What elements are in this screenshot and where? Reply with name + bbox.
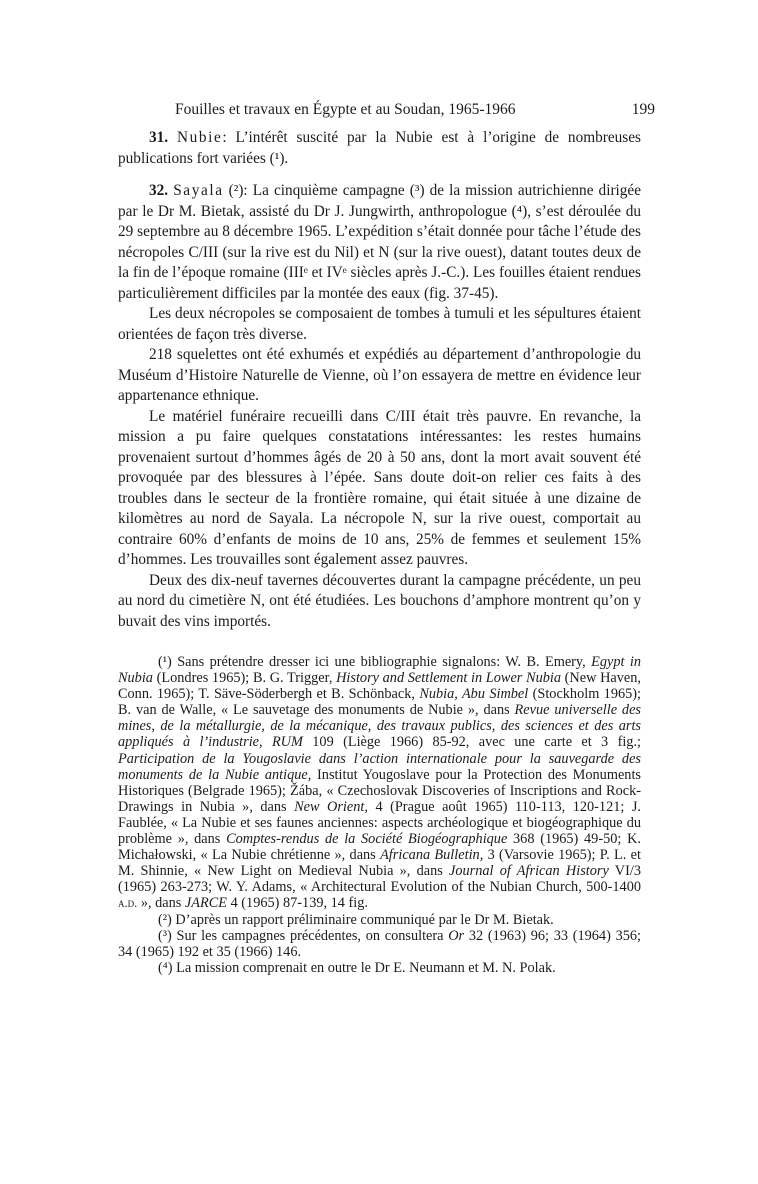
footnote-title: Participation de la Yougoslavie dans l’action internationale pour la sauvegarde des monuments de la Nubie antique, — [118, 750, 641, 783]
footnote-title: Egypt in Nubia — [118, 654, 641, 687]
section-paragraph: Les deux nécropoles se composaient de tombes à tumuli et les sépultures étaient orientées de façon très diverse. — [118, 305, 641, 343]
footnote-text: 4 (Prague août 1965) 110-113, 120-121; J. Faublée, « La Nubie et ses faunes anciennes: aspects archéologique et biogéographique du problème », dans — [118, 798, 641, 848]
footnote-title: Nubia, Abu Simbel — [419, 686, 529, 703]
footnote-title: Comptes-rendus de la Société Biogéographique — [226, 831, 508, 848]
footnote-marker: (¹) — [158, 654, 172, 670]
section-paragraph: Deux des dix-neuf tavernes découvertes durant la campagne précédente, un peu au nord du cimetière N, ont été étudiées. Les bouchons d’amphore montrent qu’on y buvait des vins importés. — [118, 571, 641, 630]
footnote-3 — [118, 928, 641, 960]
footnote-1 — [118, 654, 641, 912]
footnote-2 — [118, 912, 641, 928]
section-heading: Sayala — [173, 182, 224, 199]
section-number: 32. — [149, 182, 169, 199]
footnotes — [118, 654, 641, 976]
footnote-text: 3 (Varsovie 1965); P. L. et M. Shinnie, « New Light on Medieval Nubia », dans — [118, 847, 641, 880]
page-number: 199 — [631, 101, 655, 118]
footnote-4 — [118, 960, 641, 976]
footnote-text: VI/3 (1965) 263-273; W. Y. Adams, « Architectural Evolution of the Nubian Church, 500-1400 — [118, 863, 641, 896]
footnote-text: (Stockholm 1965); B. van de Walle, « Le sauvetage des monuments de Nubie », dans — [118, 686, 642, 719]
footnote-title: Africana Bulletin, — [380, 847, 484, 864]
footnote-text: Institut Yougoslave pour la Protection des Monuments Historiques (Belgrade 1965); Žába, « Czechoslovak Discoveries of Inscriptions and Rock-Drawings in Nubia », dans — [118, 766, 641, 815]
footnote-title: Or — [448, 927, 465, 944]
footnote-text: 368 (1965) 49-50; K. Michałowski, « La Nubie chrétienne », dans — [118, 831, 641, 864]
footnote-text: (Londres 1965); B. G. Trigger, — [152, 670, 337, 687]
section-number: 31. — [149, 129, 169, 146]
section-text: : L’intérêt suscité par la Nubie est à l’origine de nombreuses publications fort variées (¹). — [118, 129, 641, 167]
running-head-title: Fouilles et travaux en Égypte et au Soudan, 1965-1966 — [175, 101, 516, 118]
section-32 — [118, 181, 641, 304]
footnote-text: 109 (Liège 1966) 85-92, avec une carte et 3 fig.; — [302, 734, 641, 751]
footnote-marker: (²) — [158, 911, 172, 928]
section-paragraph: (²): La cinquième campagne (³) de la mission autrichienne dirigée par le Dr M. Bietak, assisté du Dr J. Jungwirth, anthropologue (⁴), s’est déroulée du 29 septembre au 8 décembre 1965. L’expédition s’était donnée pour tâche l’étude des nécropoles C/III (sur la rive est du Nil) et N (sur la rive ouest), datant toutes deux de la fin de l’époque romaine (IIIᵉ et IVᵉ siècles après J.-C.). Les fouilles étaient rendues particulièrement difficiles par la montée des eaux (fig. 37-45). — [118, 182, 642, 302]
section-paragraph: Le matériel funéraire recueilli dans C/III était très pauvre. En revanche, la mission a pu faire quelques constatations intéressantes: les restes humains provenaient surtout d’hommes âgés de 20 à 50 ans, dont la mort avait souvent été provoquée par des blessures à l’épée. Sans doute doit-on relier ces faits à des troubles dans le secteur de la frontière romaine, qui était située à une dizaine de kilomètres au nord de Sayala. La nécropole N, sur la rive ouest, comportait au contraire 60% d’enfants de moins de 10 ans, 25% de femmes et seulement 15% d’hommes. Les trouvailles sont également assez pauvres. — [118, 407, 641, 568]
footnote-text: La mission comprenait en outre le Dr E. Neumann et M. N. Polak. — [172, 959, 556, 976]
footnote-text: », dans — [137, 895, 185, 912]
footnote-marker: (⁴) — [158, 959, 173, 976]
footnote-text: 32 (1963) 96; 33 (1964) 356; 34 (1965) 192 et 35 (1966) 146. — [118, 927, 641, 960]
section-heading: Nubie — [177, 129, 223, 146]
footnote-title: New Orient, — [294, 798, 368, 815]
footnote-title: JARCE — [184, 895, 227, 912]
footnote-text: (New Haven, Conn. 1965); T. Säve-Söderbergh et B. Schönback, — [118, 670, 641, 703]
footnote-text: 4 (1965) 87-139, 14 fig. — [227, 895, 368, 912]
footnote-text: Sur les campagnes précédentes, on consultera — [171, 927, 449, 944]
footnote-text: D’après un rapport préliminaire communiqué par le Dr M. Bietak. — [171, 911, 554, 928]
footnote-text: Sans prétendre dresser ici une bibliographie signalons: W. B. Emery, — [171, 654, 592, 670]
footnote-marker: (³) — [158, 927, 172, 944]
footnote-title: Journal of African History — [449, 863, 609, 880]
footnote-title: History and Settlement in Lower Nubia — [336, 670, 561, 687]
body-text — [118, 128, 641, 632]
section-31 — [118, 128, 641, 169]
section-paragraph: 218 squelettes ont été exhumés et expédiés au département d’anthropologie du Muséum d’Histoire Naturelle de Vienne, où l’on essayera de mettre en évidence leur appartenance ethnique. — [118, 346, 641, 404]
footnote-era: a.d. — [118, 896, 138, 911]
footnote-title: Revue universelle des mines, de la métallurgie, de la mécanique, des travaux publics, des sciences et des arts appliqués à l’industrie, RUM — [118, 702, 641, 751]
